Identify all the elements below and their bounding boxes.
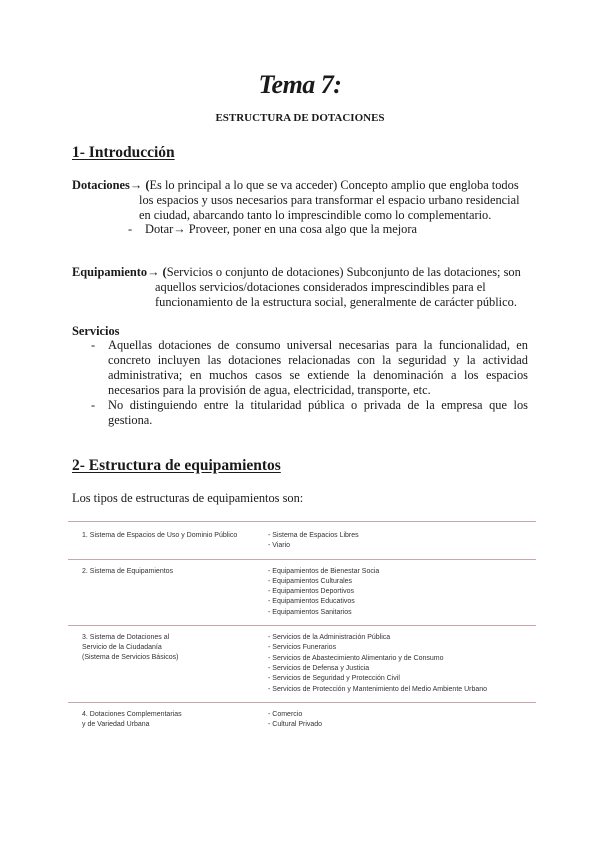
equipamiento-term: Equipamiento [72, 265, 148, 279]
servicios-line: administrativa; en muchos casos se extiende la denominación a los espacios [108, 368, 528, 382]
items-cell [250, 626, 536, 703]
page-subtitle: ESTRUCTURA DE DOTACIONES [215, 112, 385, 124]
servicios-bullet-1 [108, 338, 528, 398]
items-cell [250, 702, 536, 737]
item-line: - Servicios de Seguridad y Protección Civil [268, 675, 400, 683]
item-line: - Servicios de Abastecimiento Alimentario y de Consumo [268, 654, 444, 662]
items-cell [250, 524, 536, 559]
servicios-line: necesarios para la provisión de agua, electricidad, transporte, etc. [108, 383, 431, 397]
servicios-line: gestiona. [108, 413, 153, 427]
item-line: - Sistema de Espacios Libres [268, 532, 359, 539]
equipamiento-arrow: → ( [147, 265, 167, 279]
system-line: 1. Sistema de Espacios de Uso y Dominio Público [82, 532, 238, 539]
servicios-bullet-2 [108, 398, 528, 428]
dotar-bullet: Dotar→ Proveer, poner en una cosa algo que la mejora [145, 222, 417, 236]
system-cell [68, 524, 250, 559]
system-line: 4. Dotaciones Complementarias [82, 710, 182, 718]
system-line: 2. Sistema de Equipamientos [82, 567, 174, 575]
item-line: - Servicios de Protección y Mantenimiento del Medio Ambiente Urbano [268, 685, 488, 693]
bullet-dash: - [91, 398, 96, 412]
item-line: - Servicios de Defensa y Justicia [268, 664, 370, 672]
dotaciones-line: en ciudad, abarcando tanto lo imprescindible como lo complementario. [139, 208, 492, 222]
section-heading-introduccion: 1- Introducción [72, 144, 175, 161]
item-line: - Equipamientos Culturales [268, 577, 353, 585]
table-row [68, 702, 536, 737]
dotaciones-line: los espacios y usos necesarios para transformar el espacio urbano residencial [139, 193, 520, 207]
table-top-rule [68, 521, 536, 522]
system-line: 3. Sistema de Dotaciones al [82, 634, 170, 642]
page-title: Tema 7: [258, 70, 342, 99]
servicios-line: No distinguiendo entre la titularidad pública o privada de la empresa que los [108, 398, 528, 412]
item-line: - Equipamientos Deportivos [268, 588, 354, 596]
equipamiento-line: funcionamiento de la estructura social, generalmente de carácter público. [155, 295, 517, 309]
dotaciones-arrow: → ( [129, 178, 150, 192]
equipamiento-definition [72, 265, 521, 280]
table-row [68, 626, 536, 703]
system-cell [68, 559, 250, 625]
system-line: (Sistema de Servicios Básicos) [82, 654, 179, 662]
item-line: - Equipamientos de Bienestar Socia [268, 567, 380, 575]
item-line: - Viario [268, 542, 291, 550]
dotaciones-line: Es lo principal a lo que se va acceder) Concepto amplio que engloba todos [149, 178, 519, 192]
items-cell [250, 559, 536, 625]
servicios-line: concreto incluyen las dotaciones relacionadas con la seguridad y la actividad [108, 353, 528, 367]
equipamiento-line: aquellos servicios/dotaciones considerados imprescindibles para el [155, 280, 486, 294]
system-line: y de Variedad Urbana [82, 720, 150, 728]
dotaciones-definition [72, 178, 519, 193]
item-line: - Equipamientos Educativos [268, 598, 355, 606]
section-heading-estructura: 2- Estructura de equipamientos [72, 457, 281, 474]
item-line: - Servicios Funerarios [268, 644, 337, 652]
system-cell [68, 626, 250, 703]
item-line: - Equipamientos Sanitarios [268, 608, 352, 616]
table-row [68, 559, 536, 625]
servicios-heading: Servicios [72, 324, 120, 338]
item-line: - Servicios de la Administración Pública [268, 634, 391, 642]
servicios-line: Aquellas dotaciones de consumo universal necesarias para la funcionalidad, en [108, 338, 528, 352]
dotaciones-term: Dotaciones [72, 178, 130, 192]
table-row [68, 524, 536, 559]
system-cell [68, 702, 250, 737]
item-line: - Cultural Privado [268, 721, 323, 729]
bullet-dash: - [128, 222, 133, 236]
section-intro: Los tipos de estructuras de equipamientos son: [72, 491, 304, 505]
bullet-dash: - [91, 338, 96, 352]
item-line: - Comercio [268, 710, 303, 718]
system-line: Servicio de la Ciudadanía [82, 644, 162, 652]
equipamientos-table [68, 524, 536, 737]
equipamiento-line: Servicios o conjunto de dotaciones) Subconjunto de las dotaciones; son [166, 265, 521, 279]
